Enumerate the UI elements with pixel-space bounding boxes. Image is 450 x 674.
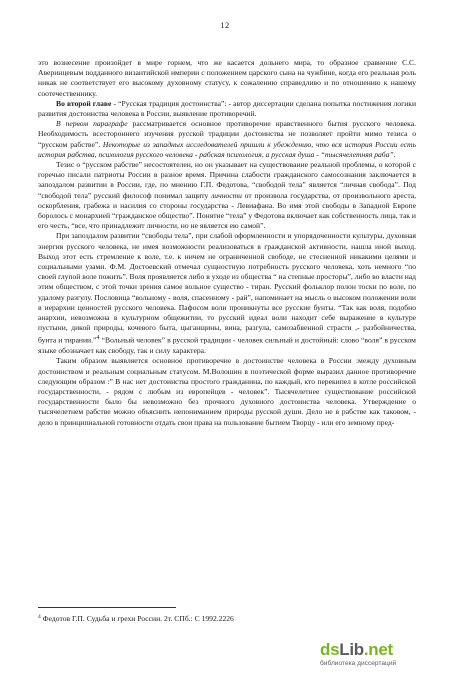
footnote xyxy=(38,612,338,624)
text-run: “Вольный человек” в русской традиции - человек сильный и достойный: слово “воля” в русском языке обозначает как свободу, так и силу характера. xyxy=(38,336,416,356)
watermark-wordmark xyxy=(320,640,393,660)
watermark-lib: Lib xyxy=(339,640,364,659)
watermark-subtitle: библиотека диссертаций xyxy=(320,660,397,667)
paragraph xyxy=(38,231,416,356)
footnote-number: 4 xyxy=(38,614,41,620)
watermark-net: .net xyxy=(363,640,393,659)
watermark-ds: ds xyxy=(320,640,340,659)
paragraph xyxy=(38,99,416,119)
text-run: При запоздалом развитии “свободы тела”, при слабой оформленности и упорядоченности культуры, духовная энергия русского человека, не имея возможности реализоваться в гражданской активности, нашла иной выход. Выход этот есть стремление к воле, т.е. к ничем не ограниченной свободе, не стесненной никакими целями и социальными узами. Ф.М. Достоевский отмечал сущностную потребность русского человека, хоть немного “по своей глупой воле пожить”. Воля проявляется либо в уходе из общества “ на степные просторы”, либо во власти над этим обществом, с этой точки зрения самое вольное существо - тиран. Русский фольклор полон тоски по воле, по удалому разгулу. Пословица “вольному - воля, спасенному - рай”, напоминает на мысль о высоком положении воли в иерархии ценностей русского человека. Пафосом воли проникнуты все русские бунты. “Так как воля, подобно анархии, невозможна в культурном общежитии, то русский идеал воли находит себе выражение в культуре пустыни, дикой природы, кочевого быта, цыганщины, вина, разгула, самозабвенной страсти ,- разбойничества, бунта и тирании.” xyxy=(38,231,416,346)
paragraph xyxy=(38,160,416,231)
paragraph xyxy=(38,119,416,160)
text-run: Таким образом выявляется основное противоречие в достоинстве человека в России :между духовным достоинством и реальным социальным статусом. М.Волошин в поэтической форме выразил данное противоречие следующим образом :” В нас нет достоинства простого гражданина, по каждый, кто перекипел в котле российской государственности, - рядом с любым из европейцев - человек”. Тысячелетнее существование российской государственности было бы невозможно без прочного духовного достоинства человека. Утверждение о тысячелетнем рабстве можно объяснить непониманием природы русской души. Дело не в рабстве как таковом, - дело в принципиальной готовности отдать свои права на пользование бытием Творцу - или его земному пред- xyxy=(38,356,416,427)
paragraph xyxy=(38,58,416,99)
text-run: от произвола государства, от произвольного ареста, оскорбления, грабежа и насилия со стороны государства - Левиафана. Во имя этой свободы в Западной Европе боролось с монархией “гражданское общество”. Понятие “тела” у Федотова включает как собственность лица, так и его честь, “все, что принадлежит личности, но не является ею самой”. xyxy=(38,190,417,231)
text-run: - “Русская традиция достоинства”: - автор диссертации сделана попытка постижения логики развития достоинства человека в России, выявление противоречий. xyxy=(38,98,417,119)
page-number: 12 xyxy=(220,20,230,30)
text-run: рассматривается основное противоречие нравственного бытия русского человека. Необходимость всестороннего изучения русской традиции достоинства не позволяет пройти мимо тезиса о “русском рабстве”. xyxy=(38,119,416,149)
italic-text: Некоторые из западных исследователей пришли к убеждению, что вся история России есть история рабства, психология русского человека - рабская психология, а русская душа - “тысячелетняя раба”. xyxy=(38,139,416,159)
paragraph xyxy=(38,356,416,427)
footnote-text: Федотов Г.П. Судьба и грехи России. 2т. СПб.: С 1992.2226 xyxy=(42,614,234,623)
italic-text: В первом параграфе xyxy=(56,119,128,129)
footnote-ref: 4 xyxy=(96,334,100,342)
footnote-divider xyxy=(38,607,176,608)
italic-text: личности xyxy=(211,190,242,200)
text-run: это вознесение произойдет в мире горнем, что же касается дольнего мира, то образное сравнение С.С. Аверинцевым подданного византийской империи с положением царского сына на чужбине, когда его реальная роль никак не соответствует его высокому духовному статусу, к сожалению справедливо и по отношению к нашему соотечественнику. xyxy=(38,58,416,98)
watermark-logo xyxy=(318,640,444,670)
text-run: Тезис о “русском рабстве” несостоятелен, но он указывает на существование реальной проблемы, о которой с горечью писали патриоты России в разное время. Причина слабости гражданского самосознания заключается в запоздалом развитии в России, где, по мнению Г.П. Федотова, “свободой тела” является “личная свобода”. Под “свободой тела” русский философ понимал защиту xyxy=(38,160,416,200)
bold-text: Во второй главе xyxy=(56,98,112,108)
body-text xyxy=(38,58,416,428)
